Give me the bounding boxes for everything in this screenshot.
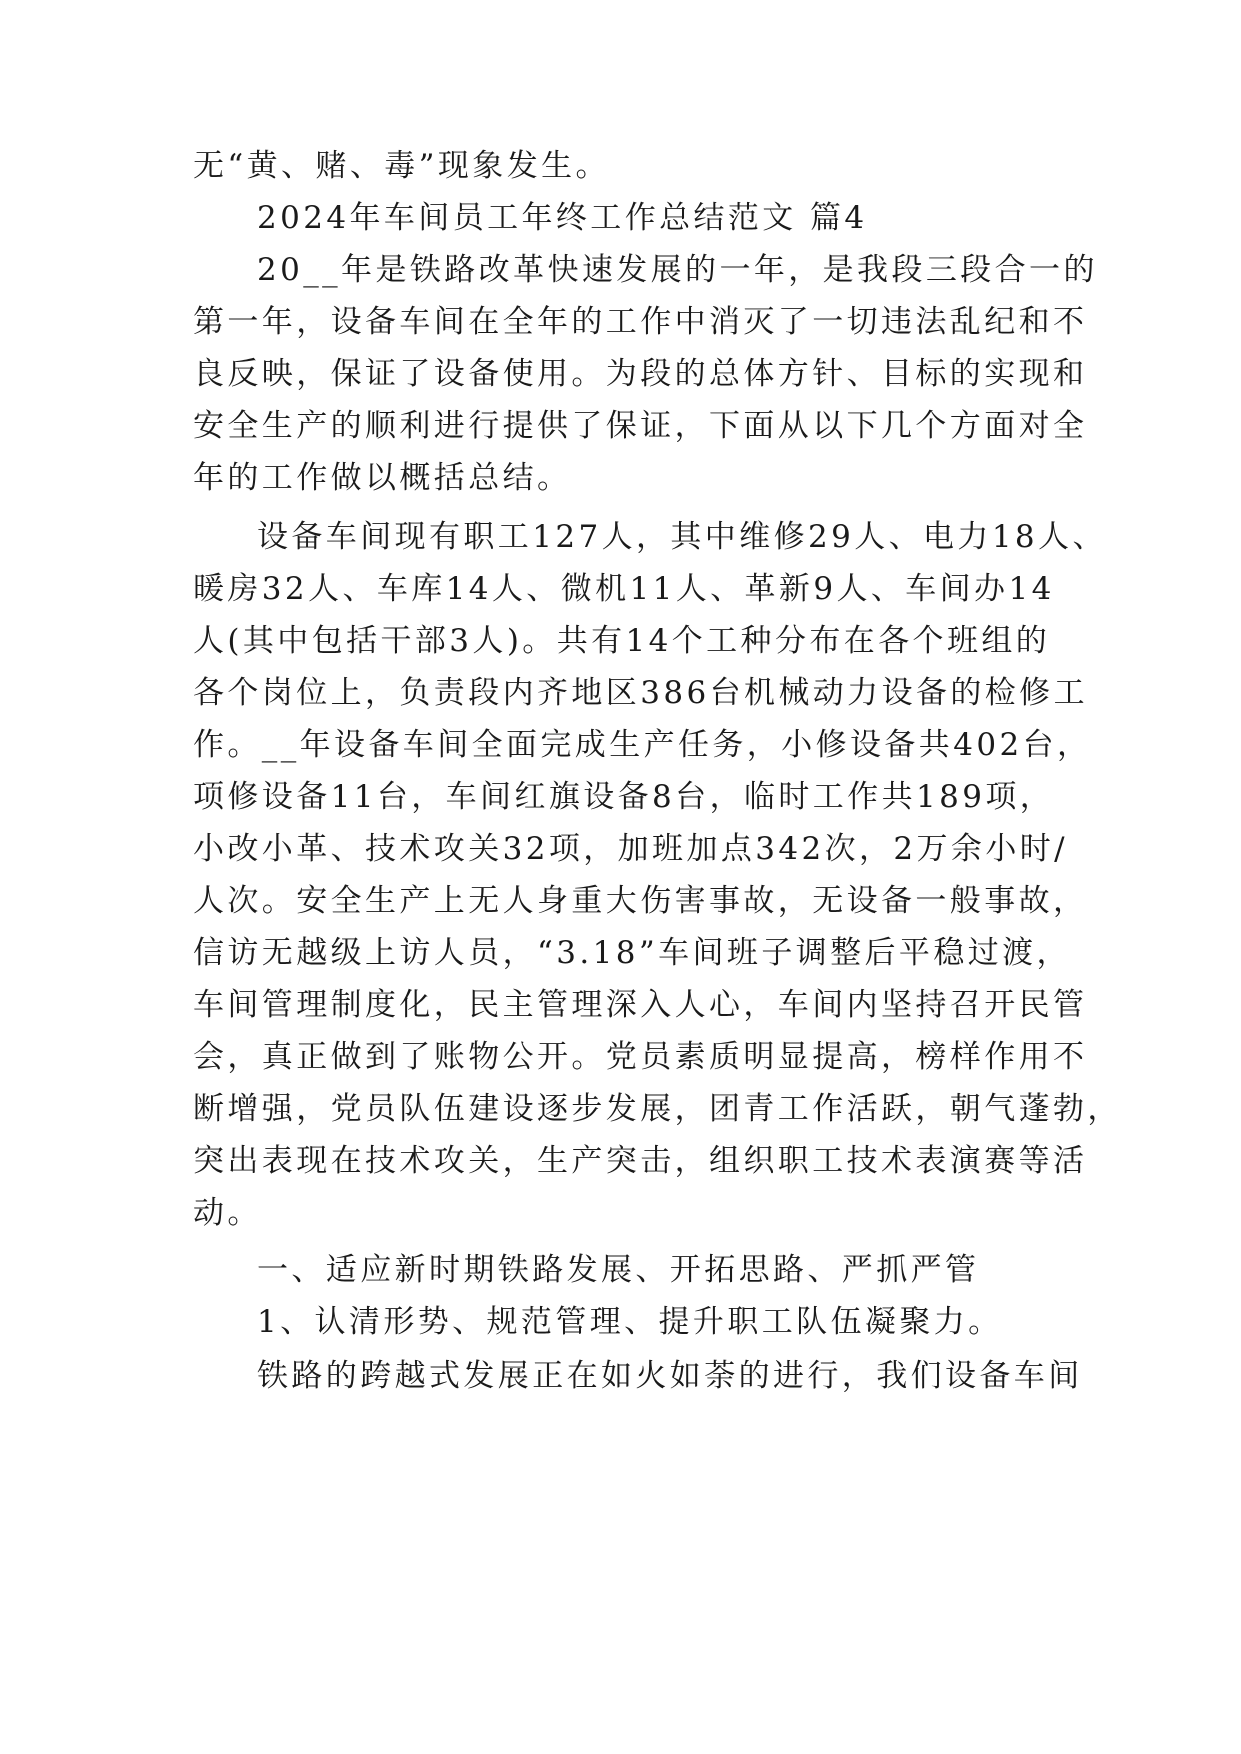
text-line: 车间管理制度化，民主管理深入人心，车间内坚持召开民管	[193, 987, 1088, 1023]
text-line: 各个岗位上，负责段内齐地区386台机械动力设备的检修工	[193, 675, 1088, 711]
text-line: 作。__年设备车间全面完成生产任务，小修设备共402台，	[193, 727, 1092, 763]
text-line: 人(其中包括干部3人)。共有14个工种分布在各个班组的	[193, 623, 1051, 659]
text-line: 第一年，设备车间在全年的工作中消灭了一切违法乱纪和不	[193, 304, 1088, 340]
text-line: 项修设备11台，车间红旗设备8台，临时工作共189项，	[193, 779, 1055, 815]
text-line: 铁路的跨越式发展正在如火如荼的进行，我们设备车间	[257, 1358, 1083, 1394]
text-line: 动。	[193, 1195, 262, 1231]
text-line: 无“黄、赌、毒”现象发生。	[193, 148, 610, 184]
text-line: 20__年是铁路改革快速发展的一年，是我段三段合一的	[257, 252, 1098, 288]
text-line: 会，真正做到了账物公开。党员素质明显提高，榜样作用不	[193, 1039, 1088, 1075]
section-heading: 2024年车间员工年终工作总结范文 篇4	[257, 200, 868, 236]
subsection-heading: 1、认清形势、规范管理、提升职工队伍凝聚力。	[257, 1304, 1003, 1340]
text-line: 年的工作做以概括总结。	[193, 460, 572, 496]
text-line: 小改小革、技术攻关32项，加班加点342次，2万余小时/	[193, 831, 1068, 867]
text-line: 断增强，党员队伍建设逐步发展，团青工作活跃，朝气蓬勃，	[193, 1091, 1122, 1127]
text-line: 人次。安全生产上无人身重大伤害事故，无设备一般事故，	[193, 883, 1088, 919]
text-line: 突出表现在技术攻关，生产突击，组织职工技术表演赛等活	[193, 1143, 1088, 1179]
text-line: 安全生产的顺利进行提供了保证，下面从以下几个方面对全	[193, 408, 1088, 444]
text-line: 暖房32人、车库14人、微机11人、革新9人、车间办14	[193, 571, 1055, 607]
text-line: 良反映，保证了设备使用。为段的总体方针、目标的实现和	[193, 356, 1088, 392]
text-line: 信访无越级上访人员，“3.18”车间班子调整后平稳过渡，	[193, 935, 1071, 971]
text-line: 设备车间现有职工127人，其中维修29人、电力18人、	[257, 519, 1107, 555]
section-heading: 一、适应新时期铁路发展、开拓思路、严抓严管	[257, 1252, 980, 1288]
